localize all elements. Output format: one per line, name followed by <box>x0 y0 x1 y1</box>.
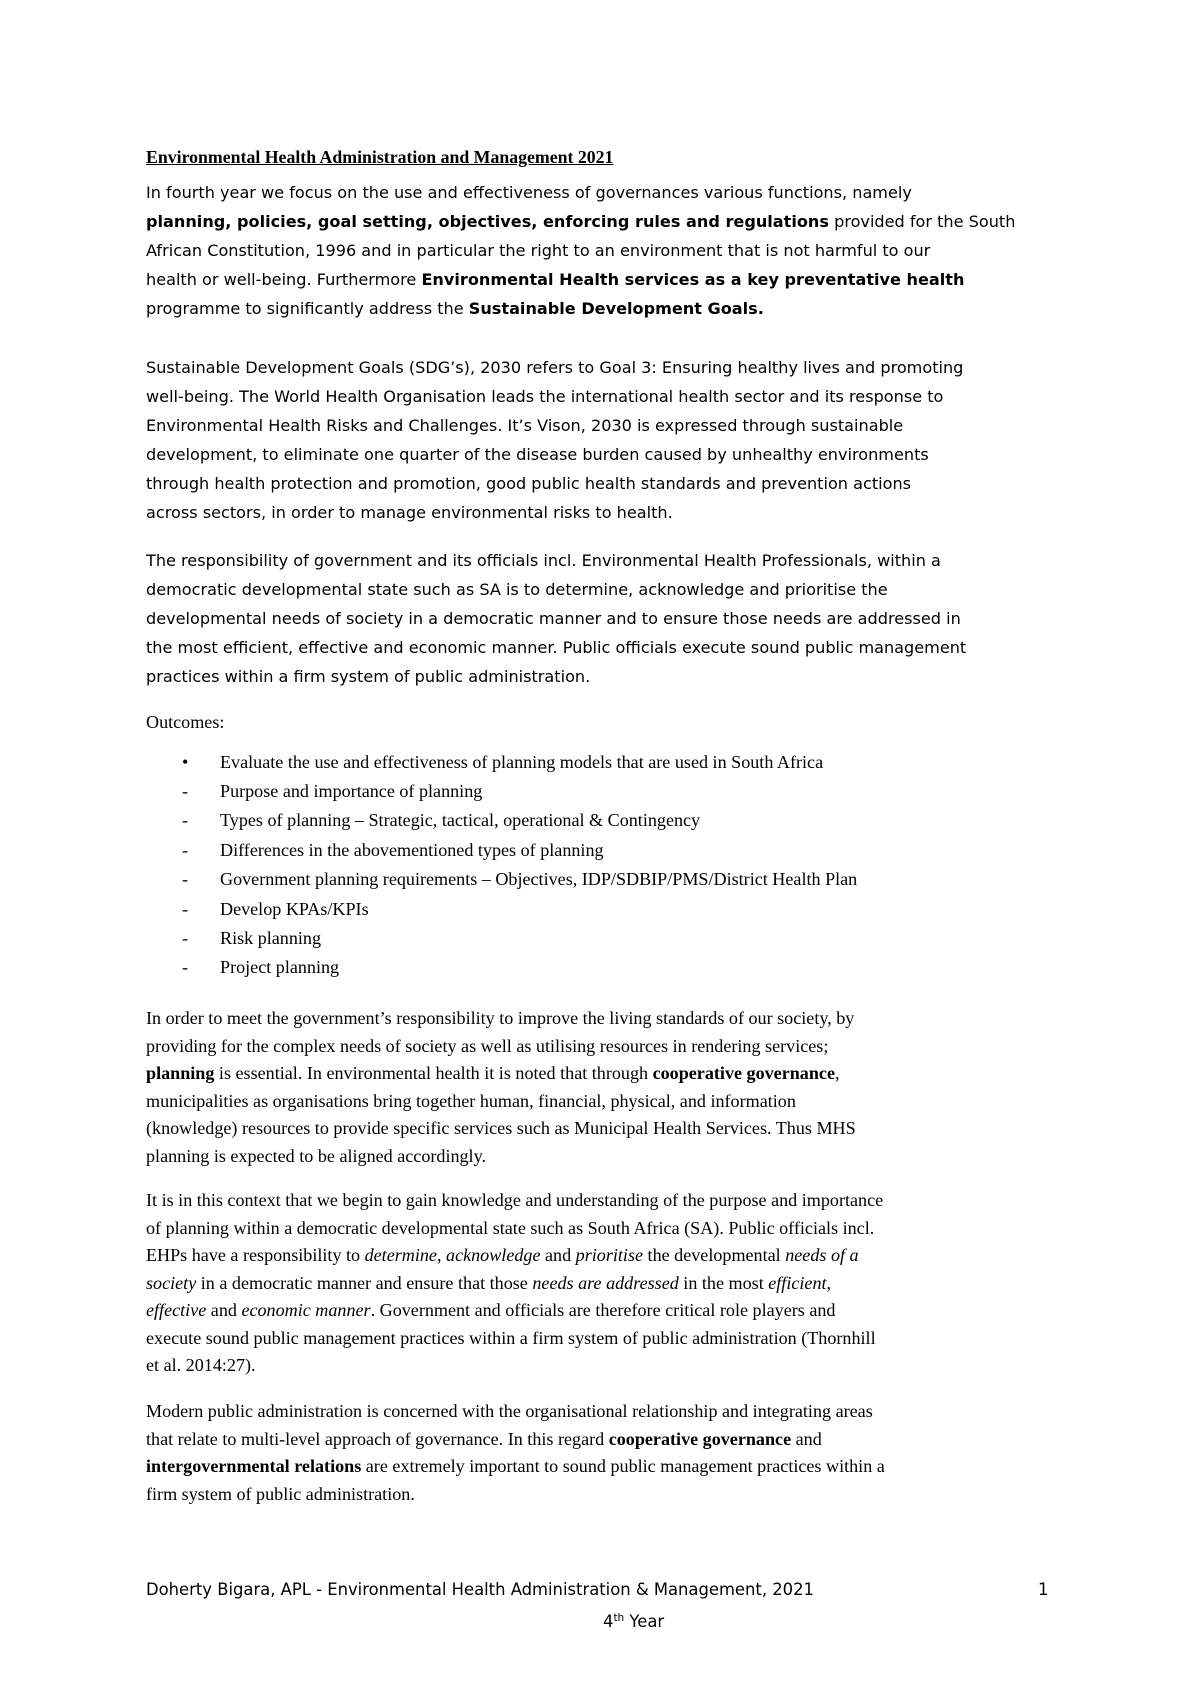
bullet-icon: • <box>182 752 189 772</box>
intro-paragraph: In fourth year we focus on the use and effectiveness of governances various functions, namely planning, policies, goal setting, objectives, enforcing rules and regulations provided for the South African Constitution, 1996 and in particular the right to an environment that is not harmful to our health or well-being. Furthermore Environmental Health services as a key preventative health programme to significantly address the Sustainable Development Goals. <box>146 183 1016 318</box>
sdg-paragraph: Sustainable Development Goals (SDG’s), 2030 refers to Goal 3: Ensuring healthy lives and promoting well-being. The World Health Organisation leads the international health sector and its response to Environmental Health Risks and Challenges. It’s Vison, 2030 is expressed through sustainable development, to eliminate one quarter of the disease burden caused by unhealthy environments through health protection and promotion, good public health standards and prevention actions across sectors, in order to manage environmental risks to health. <box>146 358 964 522</box>
planning-paragraph: In order to meet the government’s responsibility to improve the living standards of our society, by providing for the complex needs of society as well as utilising resources in rendering services; planning is essential. In environmental health it is noted that through cooperative governance, municipalities as organisations bring together human, financial, physical, and information (knowledge) resources to provide specific services such as Municipal Health Services. Thus MHS planning is expected to be aligned accordingly. <box>146 1008 856 1166</box>
modern-paragraph: Modern public administration is concerned with the organisational relationship and integrating areas that relate to multi-level approach of governance. In this regard cooperative governance and intergovernmental relations are extremely important to sound public management practices within a firm system of public administration. <box>146 1401 885 1504</box>
footer-author-line: Doherty Bigara, APL - Environmental Health Administration & Management, 2021 <box>146 1580 814 1599</box>
dash-icon: - <box>182 781 189 801</box>
document-page: Environmental Health Administration and Management 2021 In fourth year we focus on the use and effectiveness of governances various functions, namely planning, policies, goal setting, objectives, enforcing rules and regulations provided for the South African Constitution, 1996 and in particular the right to an environment that is not harmful to our health or well-being. Furthermore Environmental Health services as a key preventative health programme to significantly address the Sustainable Development Goals. Sustainable Development Goals (SDG’s), 2030 refers to Goal 3: Ensuring healthy lives and promoting well-being. The World Health Organisation leads the international health sector and its response to Environmental Health Risks and Challenges. It’s Vison, 2030 is expressed through sustainable development, to eliminate one quarter of the disease burden caused by unhealthy environments through health protection and promotion, good public health standards and prevention actions across sectors, in order to manage environmental risks to health. The responsibility of government and its officials incl. Environmental Health Professionals, within a democratic developmental state such as SA is to determine, acknowledge and prioritise the developmental needs of society in a democratic manner and to ensure those needs are addressed in the most efficient, effective and economic manner. Public officials execute sound public management practices within a firm system of public administration. Outcomes: • Evaluate the use and effectiveness of planning models that are used in South Africa - Purpose and importance of planning - Types of planning – Strategic, tactical, operational & Contingency - Differences in the abovementioned types of planning - Government planning requirements – Objectives, IDP/SDBIP/PMS/District Health Plan - Develop KPAs/KPIs - Risk planning - Project planning In order to meet the government’s responsibility to improve the living standards of our society, by providing for the complex needs of society as well as utilising resources in rendering services; planning is essential. In environmental health it is noted that through cooperative governance, municipalities as organisations bring together human, financial, physical, and information (knowledge) resources to provide specific services such as Municipal Health Services. Thus MHS planning is expected to be aligned accordingly. It is in this context that we begin to gain knowledge and understanding of the purpose and importance of planning within a democratic developmental state such as South Africa (SA). Public officials incl. EHPs have a responsibility to determine, acknowledge and prioritise the developmental needs of a society in a democratic manner and ensure that those needs are addressed in the most efficient, effective and economic manner. Government and officials are therefore critical role players and execute sound public management practices within a firm system of public administration (Thornhill et al. 2014:27). Modern public administration is concerned with the organisational relationship and integrating areas that relate to multi-level approach of governance. In this regard cooperative governance and intergovernmental relations are extremely important to sound public management practices within a firm system of public administration. Doherty Bigara, APL - Environmental Health Administration & Management, 2021 1 4th Year <box>0 0 1200 1698</box>
footer-year: 4th Year <box>603 1612 665 1631</box>
dash-icon: - <box>182 898 189 919</box>
dash-icon: - <box>182 869 189 890</box>
dash-icon: - <box>182 839 189 860</box>
dash-icon: - <box>182 957 189 978</box>
page-number: 1 <box>1038 1580 1049 1599</box>
dash-icon: - <box>182 810 189 831</box>
responsibility-paragraph: The responsibility of government and its officials incl. Environmental Health Professionals, within a democratic developmental state such as SA is to determine, acknowledge and prioritise the developmental needs of society in a democratic manner and to ensure those needs are addressed in the most efficient, effective and economic manner. Public officials execute sound public management practices within a firm system of public administration. <box>146 551 967 686</box>
context-paragraph: It is in this context that we begin to gain knowledge and understanding of the purpose and importance of planning within a democratic developmental state such as South Africa (SA). Public officials incl. EHPs have a responsibility to determine, acknowledge and prioritise the developmental needs of a society in a democratic manner and ensure that those needs are addressed in the most efficient, effective and economic manner. Government and officials are therefore critical role players and execute sound public management practices within a firm system of public administration (Thornhill et al. 2014:27). <box>146 1190 884 1375</box>
document-title: Environmental Health Administration and Management 2021 <box>146 147 614 167</box>
outcomes-label: Outcomes: <box>146 712 225 732</box>
dash-icon: - <box>182 927 189 948</box>
